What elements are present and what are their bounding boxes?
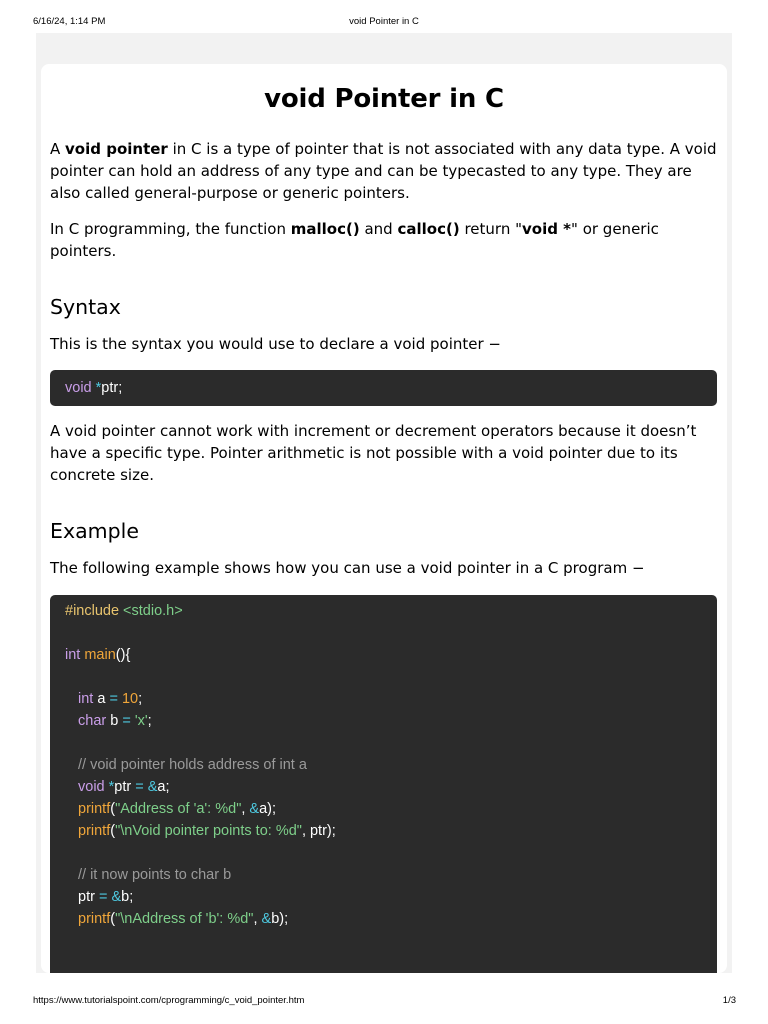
code-line-6: void *ptr = &a;: [78, 779, 170, 795]
article-title: void Pointer in C: [264, 84, 504, 114]
code-line-8: printf("\nVoid pointer points to: %d", ptr);: [78, 823, 336, 839]
example-code-block: [50, 595, 717, 973]
example-heading: Example: [50, 519, 139, 543]
syntax-heading: Syntax: [50, 295, 121, 319]
code-line-4: char b = 'x';: [78, 713, 152, 729]
code-line-5: // void pointer holds address of int a: [78, 757, 307, 773]
void-pointer-term: void pointer: [65, 140, 168, 158]
print-datetime: 6/16/24, 1:14 PM: [33, 16, 106, 27]
example-lead: The following example shows how you can use a void pointer in a C program −: [50, 559, 645, 577]
print-header: [0, 16, 768, 30]
code-line-10: ptr = &b;: [78, 889, 134, 905]
syntax-code-block: [50, 370, 717, 406]
malloc-term: malloc(): [290, 220, 360, 238]
syntax-lead: This is the syntax you would use to declare a void pointer −: [50, 335, 502, 353]
code-line-3: int a = 10;: [78, 691, 143, 707]
code-line-7: printf("Address of 'a': %d", &a);: [78, 801, 277, 817]
print-url[interactable]: https://www.tutorialspoint.com/cprogramming/c_void_pointer.htm: [33, 995, 305, 1006]
print-doc-title: void Pointer in C: [349, 16, 419, 27]
print-footer: [0, 995, 768, 1009]
print-page-number: 1/3: [722, 995, 736, 1006]
void-star-term: void *: [522, 220, 572, 238]
code-line-2: int main(){: [65, 647, 131, 663]
syntax-code-line: void *ptr;: [65, 380, 123, 396]
code-line-1: #include <stdio.h>: [65, 603, 183, 619]
intro-paragraph-1: A void pointer in C is a type of pointer that is not associated with any data type. A void pointer can hold an address of any type and can be typecasted to any type. They are also called general-purpose or generic pointers.: [50, 140, 717, 202]
code-line-9: // it now points to char b: [78, 867, 232, 883]
syntax-explanation: A void pointer cannot work with increment or decrement operators because it doesn’t have a specific type. Pointer arithmetic is not possible with a void pointer due to its concrete size.: [50, 422, 697, 484]
calloc-term: calloc(): [397, 220, 460, 238]
code-line-11: printf("\nAddress of 'b': %d", &b);: [78, 911, 289, 927]
intro-paragraph-2: In C programming, the function malloc() and calloc() return "void *" or generic pointers.: [50, 220, 659, 260]
